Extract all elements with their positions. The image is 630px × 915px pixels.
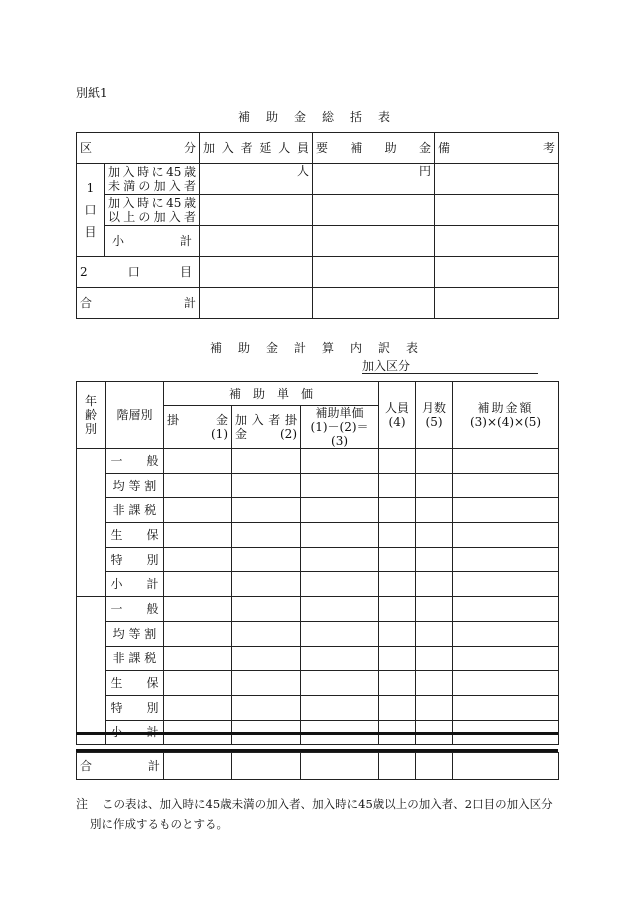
cell xyxy=(200,226,313,257)
tier-label: 非 課 税 xyxy=(106,646,164,671)
note xyxy=(76,794,566,834)
cell xyxy=(200,288,313,319)
note-line1: この表は、加入時に45歳未満の加入者、加入時に45歳以上の加入者、2口目の加入区分 xyxy=(102,797,553,811)
tier-label: 一 般 xyxy=(106,449,164,474)
header-tier: 階層別 xyxy=(106,382,164,449)
separator-top xyxy=(76,732,558,735)
group2-label: 2 口 目 xyxy=(77,257,200,288)
unit-person: 人 xyxy=(200,164,313,195)
summary-table-title: 補 助 金 総 括 表 xyxy=(237,110,392,124)
header-months: 月数 (5) xyxy=(416,382,453,449)
cell xyxy=(313,226,435,257)
unit-yen: 円 xyxy=(313,164,435,195)
age-group-a xyxy=(77,449,106,597)
summary-table xyxy=(76,132,559,319)
subtotal-label: 小 計 xyxy=(105,226,200,257)
tier-label: 均 等 割 xyxy=(106,473,164,498)
tier-label: 均 等 割 xyxy=(106,621,164,646)
cell xyxy=(435,288,559,319)
grand-total-label: 合 計 xyxy=(77,753,164,780)
kubun-label: 加入区分 xyxy=(362,359,411,373)
header-persons: 人員 (4) xyxy=(379,382,416,449)
age-group-b xyxy=(77,597,106,745)
cell xyxy=(435,195,559,226)
header-members: 加入者延人員 xyxy=(200,133,313,164)
row-over45-label: 加入時に45歳 以上の加入者 xyxy=(105,195,200,226)
header-subsidy-unit: 補助単価 (1)－(2)＝(3) xyxy=(301,406,379,449)
header-remarks: 備 考 xyxy=(435,133,559,164)
tier-label: 特 別 xyxy=(106,547,164,572)
header-amount: 要 補 助 金 xyxy=(313,133,435,164)
cell xyxy=(313,288,435,319)
page-label: 別紙1 xyxy=(76,86,108,100)
header-member-premium: 加入者掛 金 (2) xyxy=(232,406,301,449)
tier-label: 特 別 xyxy=(106,695,164,720)
tier-label: 一 般 xyxy=(106,597,164,622)
header-age: 年 齢 別 xyxy=(77,382,106,449)
tier-label: 非 課 税 xyxy=(106,498,164,523)
tier-subtotal-label: 小 計 xyxy=(106,572,164,597)
cell xyxy=(200,195,313,226)
header-subsidy-total: 補助金額 (3)×(4)×(5) xyxy=(453,382,559,449)
cell xyxy=(313,257,435,288)
group1-label: 1 口 目 xyxy=(77,164,105,257)
cell xyxy=(435,164,559,195)
cell xyxy=(200,257,313,288)
cell xyxy=(435,226,559,257)
tier-label: 生 保 xyxy=(106,523,164,548)
note-line2: 別に作成するものとする。 xyxy=(90,817,228,831)
breakdown-table-title: 補 助 金 計 算 内 訳 表 xyxy=(209,341,420,355)
breakdown-table xyxy=(76,381,559,745)
header-kubun: 区 分 xyxy=(77,133,200,164)
breakdown-total-table xyxy=(76,752,559,780)
cell xyxy=(313,195,435,226)
note-prefix: 注 xyxy=(76,797,89,811)
tier-label: 生 保 xyxy=(106,671,164,696)
cell xyxy=(435,257,559,288)
kubun-underline xyxy=(362,373,538,374)
total-label: 合 計 xyxy=(77,288,200,319)
row-under45-label: 加入時に45歳 未満の加入者 xyxy=(105,164,200,195)
header-unit-price: 補 助 単 価 xyxy=(164,382,379,406)
header-premium: 掛 金 (1) xyxy=(164,406,232,449)
